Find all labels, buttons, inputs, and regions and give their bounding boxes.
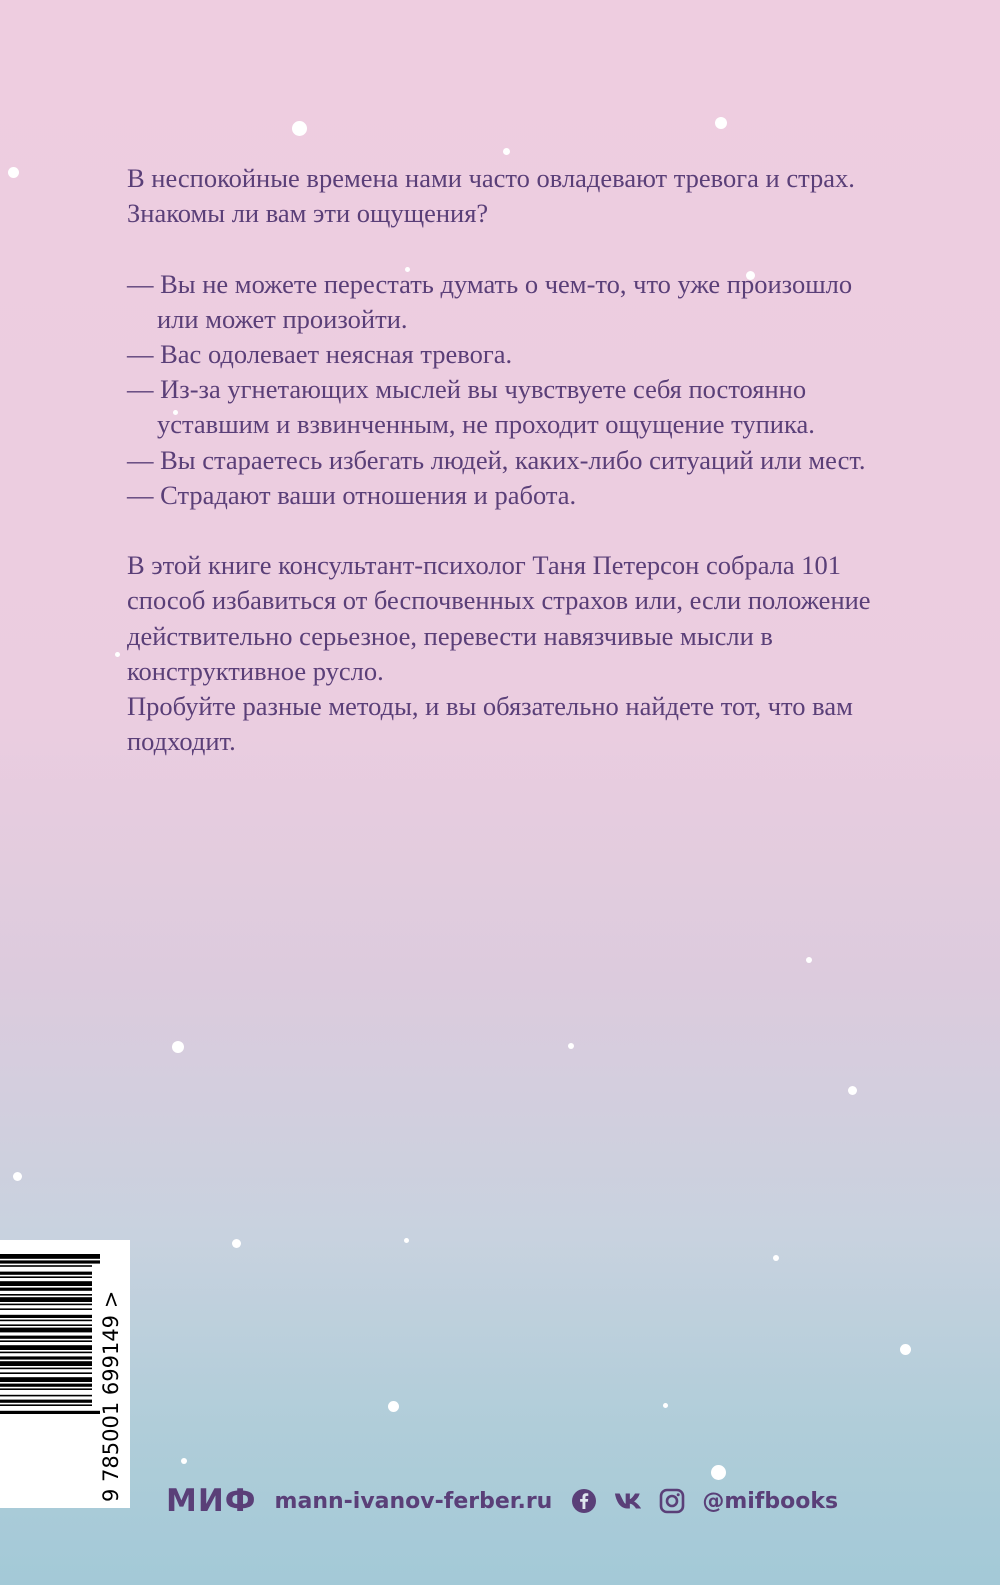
barcode-bar (0, 1411, 100, 1414)
vk-icon[interactable] (614, 1487, 642, 1515)
barcode-bar (0, 1328, 92, 1333)
cover-blurb (127, 161, 887, 759)
barcode-bar (0, 1308, 92, 1310)
symptom-item: — Из-за угнетающих мыслей вы чувствуете себя постоянно уставшим и взвинченным, не проходит ощущение тупика. (127, 374, 815, 440)
isbn-barcode (0, 1240, 130, 1508)
barcode-bar (0, 1272, 92, 1275)
barcode-bar (0, 1320, 92, 1322)
snow-dot (503, 148, 510, 155)
social-handle[interactable]: @mifbooks (702, 1488, 839, 1514)
instagram-icon[interactable] (658, 1487, 686, 1515)
barcode-bar (0, 1404, 92, 1406)
barcode-bar (0, 1315, 92, 1318)
barcode-bar (0, 1340, 92, 1342)
snow-dot (806, 957, 812, 963)
barcode-bar (0, 1400, 92, 1403)
blurb-closing: Пробуйте разные методы, и вы обязательно найдете тот, что вам подходит. (127, 691, 853, 757)
barcode-bar (0, 1254, 100, 1259)
symptom-item: — Вас одолевает неясная тревога. (127, 339, 513, 369)
snow-dot (568, 1043, 574, 1049)
barcode-bar (0, 1368, 92, 1370)
snow-dot (115, 652, 120, 657)
blurb-intro: В неспокойные времена нами часто овладевают тревога и страх. Знакомы ли вам эти ощущения? (127, 163, 855, 229)
snow-dot (181, 1458, 187, 1464)
blurb-body: В этой книге консультант-психолог Таня Петерсон собрала 101 способ избавиться от беспочвенных страхов или, если положение действительно серьезное, перевести навязчивые мысли в конструктивное русло. (127, 550, 871, 686)
barcode-bar (0, 1281, 92, 1286)
snow-dot (773, 1255, 779, 1261)
barcode-bar (0, 1352, 92, 1354)
snow-dot (13, 1172, 22, 1181)
snow-dot (8, 167, 19, 178)
snow-dot (404, 1238, 409, 1243)
barcode-bar (0, 1276, 92, 1278)
barcode-bar (0, 1345, 92, 1350)
barcode-bar (0, 1361, 92, 1366)
symptom-item: — Страдают ваши отношения и работа. (127, 479, 577, 510)
barcode-bars (0, 1254, 100, 1414)
barcode-bar (0, 1336, 92, 1339)
barcode-bar (0, 1294, 92, 1296)
barcode-bar (0, 1356, 92, 1359)
snow-dot (715, 117, 727, 129)
facebook-icon[interactable] (570, 1487, 598, 1515)
barcode-bar (0, 1265, 92, 1267)
snow-dot (292, 121, 307, 136)
barcode-bar (0, 1384, 92, 1387)
barcode-bar (0, 1372, 92, 1374)
snow-dot (172, 1041, 184, 1053)
website-link[interactable]: mann-ivanov-ferber.ru (274, 1488, 553, 1514)
barcode-bar (0, 1324, 92, 1326)
barcode-bar (0, 1377, 92, 1382)
barcode-bar (0, 1297, 92, 1302)
publisher-logo: МИФ (166, 1483, 257, 1519)
snow-dot (711, 1465, 726, 1480)
symptom-item: — Вы не можете перестать думать о чем-то, что уже произошло или может произойти. (127, 268, 853, 334)
symptom-item: — Вы стараетесь избегать людей, каких-либо ситуаций или мест. (127, 444, 866, 475)
barcode-bar (0, 1304, 92, 1306)
snow-dot (848, 1086, 857, 1095)
publisher-footer (166, 1481, 838, 1521)
barcode-bar (0, 1260, 100, 1263)
isbn-digits: 9 785001 699149 > (99, 1290, 123, 1502)
snow-dot (232, 1239, 241, 1248)
snow-dot (388, 1401, 399, 1412)
symptom-list (127, 267, 887, 513)
snow-dot (663, 1403, 668, 1408)
barcode-bar (0, 1288, 92, 1291)
barcode-bar (0, 1388, 92, 1390)
snow-dot (900, 1344, 911, 1355)
barcode-bar (0, 1395, 92, 1397)
